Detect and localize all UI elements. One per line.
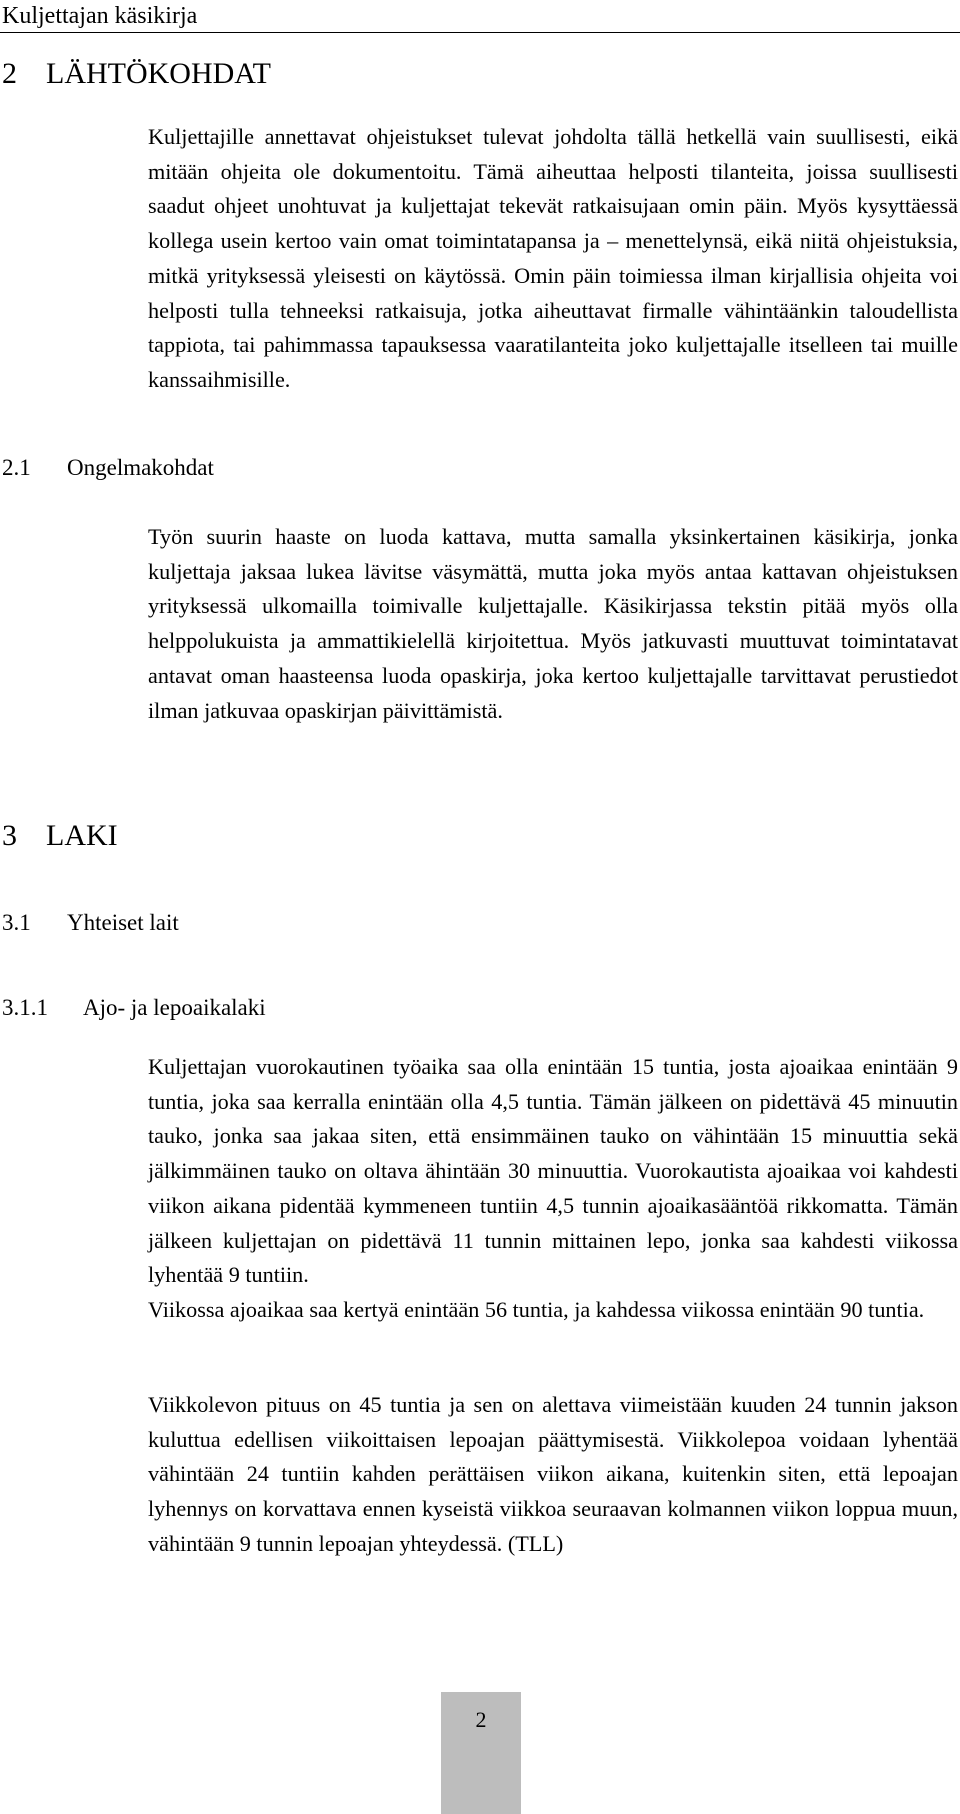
heading-number: 2 <box>2 57 17 90</box>
heading-number: 3.1.1 <box>2 995 48 1020</box>
heading-title: Ongelmakohdat <box>67 455 214 480</box>
heading-title: LAKI <box>46 819 118 852</box>
heading-section-3-1-1 <box>2 993 266 1023</box>
running-header: Kuljettajan käsikirja <box>0 0 960 33</box>
paragraph-ajo-ja-lepoaikalaki <box>148 1050 958 1328</box>
heading-title: LÄHTÖKOHDAT <box>46 57 271 90</box>
heading-section-3 <box>2 818 118 854</box>
page-number: 2 <box>475 1707 487 1732</box>
paragraph-ongelmakohdat: Työn suurin haaste on luoda kattava, mutta samalla yksinkertainen käsikirja, jonka kuljettaja jaksaa lukea lävitse väsymättä, mutta joka myös antaa kattavan ohjeistuksen yrityksessä ulkomailla toimivalle kuljettajalle. Käsikirjassa tekstin pitää myös olla helppolukuista ja ammattikielellä kirjoitettua. Myös jatkuvasti muuttuvat toimintatavat antavat oman haasteensa luoda opaskirja, joka kertoo kuljettajalle tarvittavat perustiedot ilman jatkuvaa opaskirjan päivittämistä. <box>148 524 958 723</box>
heading-number: 2.1 <box>2 455 31 480</box>
page-number-box <box>441 1692 521 1814</box>
heading-title: Ajo- ja lepoaikalaki <box>83 995 266 1020</box>
heading-title: Yhteiset lait <box>67 910 179 935</box>
heading-number: 3 <box>2 819 17 852</box>
heading-section-2 <box>2 56 271 92</box>
paragraph-weekly-rest: Viikkolevon pituus on 45 tuntia ja sen on alettava viimeistään kuuden 24 tunnin jakson kuluttua edellisen viikoittaisen lepoajan päättymisestä. Viikkolepoa voidaan lyhentää vähintään 24 tuntiin kahden perättäisen viikon aikana, kuitenkin siten, että lepoajan lyhennys on korvattava ennen kyseistä viikkoa seuraavan kolmannen viikon loppua muun, vähintään 9 tunnin lepoajan yhteydessä. (TLL) <box>148 1392 958 1556</box>
heading-number: 3.1 <box>2 910 31 935</box>
heading-section-2-1 <box>2 453 214 483</box>
heading-section-3-1 <box>2 908 179 938</box>
paragraph-weekly-driving-time: Viikossa ajoaikaa saa kertyä enintään 56 tuntia, ja kahdessa viikossa enintään 90 tuntia. <box>148 1296 925 1322</box>
paragraph-daily-driving-time: Kuljettajan vuorokautinen työaika saa olla enintään 15 tuntia, josta ajoaikaa enintään 9 tuntia, joka saa kerralla enintään olla 4,5 tuntia. Tämän jälkeen on pidettävä 45 minuutin tauko, jonka saa jakaa siten, että ensimmäinen tauko on vähintään 15 minuuttia sekä jälkimmäinen tauko on oltava ähintään 30 minuuttia. Vuorokautista ajoaikaa voi kahdesti viikon aikana pidentää kymmeneen tuntiin 4,5 tunnin ajoaikasääntöä rikkomatta. Tämän jälkeen kuljettajan on pidettävä 11 tunnin mittainen lepo, jonka saa kahdesti viikossa lyhentää 9 tuntiin. <box>148 1054 958 1288</box>
paragraph-lahtokohdat: Kuljettajille annettavat ohjeistukset tulevat johdolta tällä hetkellä vain suullisesti, eikä mitään ohjeita ole dokumentoitu. Tämä aiheuttaa helposti tilanteita, joissa suullisesti saadut ohjeet unohtuvat ja kuljettajat tekevät ratkaisujaan omin päin. Myös kysyttäessä kollega usein kertoo vain omat toimintatapansa ja – menettelynsä, eikä niitä ohjeistuksia, mitkä yrityksessä yleisesti on käytössä. Omin päin toimiessa ilman kirjallisia ohjeita voi helposti tulla tehneeksi ratkaisuja, jotka aiheuttavat firmalle vähintäänkin taloudellista tappiota, tai pahimmassa tapauksessa vaaratilanteita joko kuljettajalle itselleen tai muille kanssaihmisille. <box>148 124 958 392</box>
